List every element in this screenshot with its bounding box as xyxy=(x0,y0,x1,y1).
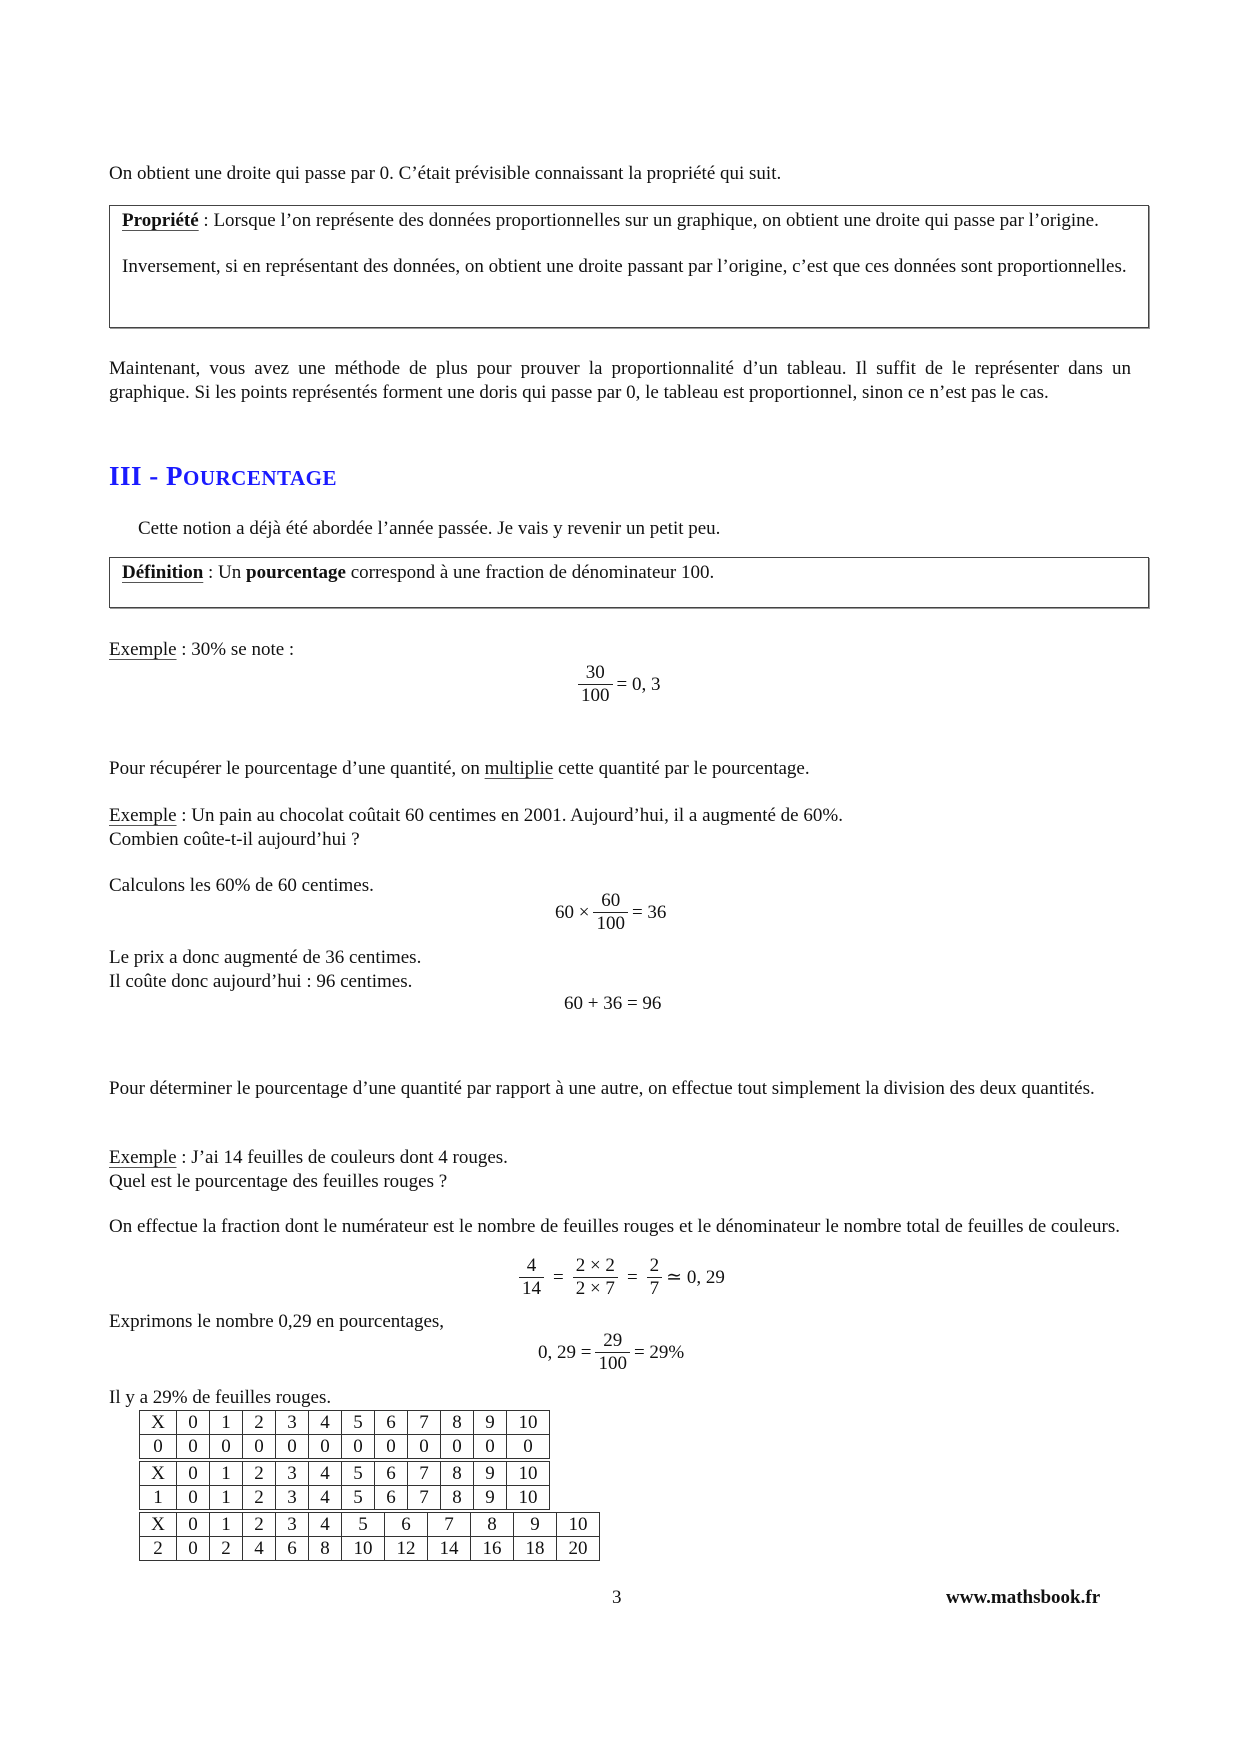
example-label: Exemple xyxy=(109,1147,177,1168)
example2-question: Combien coûte-t-il aujourd’hui ? xyxy=(109,829,360,850)
property-box xyxy=(109,205,1149,328)
definition-term: pourcentage xyxy=(246,562,346,583)
formula-sum: 60 + 36 = 96 xyxy=(564,993,662,1014)
rule-multiply: Pour récupérer le pourcentage d’une quantité, on multiplie cette quantité par le pourcentage. xyxy=(109,758,810,779)
intro-line: On obtient une droite qui passe par 0. C’était prévisible connaissant la propriété qui suit. xyxy=(109,163,782,184)
property-label: Propriété xyxy=(122,210,199,231)
page-number: 3 xyxy=(612,1587,622,1608)
example2-results: Le prix a donc augmenté de 36 centimes. Il coûte donc aujourd’hui : 96 centimes. xyxy=(109,947,422,992)
example-label: Exemple xyxy=(109,805,177,826)
property-converse: Inversement, si en représentant des données, on obtient une droite passant par l’origine, c’est que ces données sont proportionnelles. xyxy=(122,256,1127,277)
example2: Exemple : Un pain au chocolat coûtait 60 centimes en 2001. Aujourd’hui, il a augmenté de 60%. Combien coûte-t-il aujourd’hui ? xyxy=(109,804,1134,852)
calc-intro: Calculons les 60% de 60 centimes. xyxy=(109,875,374,896)
value-table-0 xyxy=(139,1410,550,1459)
value-table-2 xyxy=(139,1512,600,1561)
formula-0-29: 0, 29 = $\frac{29}{100}$ = 29% xyxy=(538,1330,685,1374)
express-percent: Exprimons le nombre 0,29 en pourcentages, xyxy=(109,1311,445,1332)
definition-box: Définition : Un pourcentage correspond à une fraction de dénominateur 100. xyxy=(109,557,1149,608)
property-line1: Lorsque l’on représente des données proportionnelles sur un graphique, on obtient une droite qui passe par l’origine. xyxy=(213,210,1099,231)
table-header-row: X 0 1 2 3 4 5 6 7 8 9 10 xyxy=(140,1513,600,1537)
property-statement: Propriété : Lorsque l’on représente des données proportionnelles sur un graphique, on obtient une droite qui passe par l’origine. xyxy=(122,210,1099,231)
table-header-row: X 0 1 2 3 4 5 6 7 8 9 10 xyxy=(140,1411,550,1435)
definition-label: Définition xyxy=(122,562,204,583)
example3-explain: On effectue la fraction dont le numérateur est le nombre de feuilles rouges et le dénominateur le nombre total de feuilles de couleurs. xyxy=(109,1216,1121,1237)
table-row: 0 0 0 0 0 0 0 0 0 0 0 0 xyxy=(140,1435,550,1459)
section-number: III - xyxy=(109,461,167,491)
method-paragraph: Maintenant, vous avez une méthode de plus pour prouver la proportionnalité d’un tableau. Il suffit de le représenter dans un graphique. Si les points représentés forment une doris qui passe par 0, le tableau est proportionnel, sinon ce n’est pas le cas. xyxy=(109,358,1131,403)
emph-multiplie: multiplie xyxy=(484,758,554,779)
section-title: OURCENTAGE xyxy=(183,466,337,490)
example1: Exemple : 30% se note : xyxy=(109,639,295,660)
rule-divide: Pour déterminer le pourcentage d’une quantité par rapport à une autre, on effectue tout simplement la division des deux quantités. xyxy=(109,1078,1095,1099)
formula-fraction-chain: $\frac{4}{14}$ = $\frac{2 \times 2}{2 \times 7}$ = $\frac{2}{7}$ ≃ 0, 29 xyxy=(515,1255,725,1300)
section-heading: III - POURCENTAGE xyxy=(109,461,337,491)
value-table-1 xyxy=(139,1461,550,1510)
formula-30-percent: $\frac{30}{100}$ = 0, 3 xyxy=(574,662,660,707)
formula-60-times: 60 × $\frac{60}{100}$ = 36 xyxy=(555,890,667,934)
section-intro: Cette notion a déjà été abordée l’année passée. Je vais y revenir un petit peu. xyxy=(138,518,721,539)
conclusion: Il y a 29% de feuilles rouges. xyxy=(109,1387,332,1408)
example3-question: Quel est le pourcentage des feuilles rouges ? xyxy=(109,1171,448,1192)
example3: Exemple : J’ai 14 feuilles de couleurs dont 4 rouges. Quel est le pourcentage des feuilles rouges ? xyxy=(109,1146,1134,1194)
table-row: 2 0 2 4 6 8 10 12 14 16 18 20 xyxy=(140,1537,600,1561)
table-header-row: X 0 1 2 3 4 5 6 7 8 9 10 xyxy=(140,1462,550,1486)
footer-site-link[interactable]: www.mathsbook.fr xyxy=(946,1587,1101,1608)
table-row: 1 0 1 2 3 4 5 6 7 8 9 10 xyxy=(140,1486,550,1510)
example-label: Exemple xyxy=(109,639,177,660)
